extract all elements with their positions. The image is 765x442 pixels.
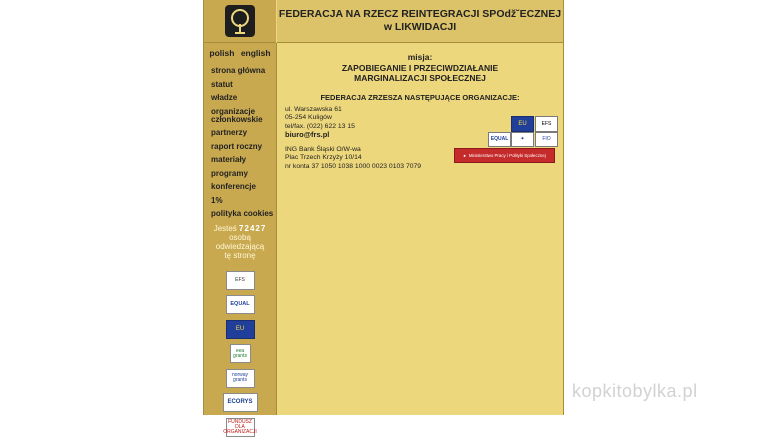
menu-item-home[interactable]: strona główna (211, 67, 276, 75)
sidebar-efs-logo[interactable]: EFS (226, 271, 255, 290)
menu-item-authorities[interactable]: władze (211, 94, 276, 102)
visit-counter (204, 224, 276, 260)
federation-heading: FEDERACJA ZRZESZA NASTĘPUJĄCE ORGANIZACJE: (277, 93, 563, 102)
sidebar-eu-flag-logo[interactable]: EU (226, 320, 255, 339)
sidebar-eea-grants-logo[interactable]: eea grants (230, 344, 251, 363)
page-title-line1: FEDERACJA NA RZECZ REINTEGRACJI SPOdž˘ECZNEJ (279, 8, 561, 21)
contact-phone: tel/fax. (022) 622 13 15 (285, 123, 421, 131)
menu-item-one-percent[interactable]: 1% (211, 197, 276, 205)
contact-city: 05-254 Kuligów (285, 114, 421, 122)
contact-block (285, 106, 421, 171)
contact-street: ul. Warszawska 61 (285, 106, 421, 114)
page-title-line2: w LIKWIDACJI (279, 21, 561, 34)
sidebar (204, 43, 277, 415)
ministry-logo[interactable] (454, 148, 555, 163)
language-switcher (204, 48, 276, 58)
sidebar-equal-logo[interactable]: EQUAL (226, 295, 255, 314)
mission-label: misja: (277, 52, 563, 63)
sidebar-ecorys-logo[interactable]: ECORYS (223, 393, 258, 412)
counter-suffix-3: tę stronę (204, 251, 276, 260)
sidebar-logos (204, 271, 276, 442)
main-menu (211, 67, 276, 218)
menu-item-conferences[interactable]: konferencje (211, 183, 276, 191)
language-polish-link[interactable]: polish (209, 48, 234, 58)
page-frame (203, 0, 564, 415)
eu-flag-logo[interactable]: EU (511, 116, 534, 132)
contact-account: nr konta 37 1050 1038 1000 0023 0103 7079 (285, 163, 421, 171)
contact-bank: ING Bank Śląski O/W-wa (285, 146, 421, 154)
contact-bank-address: Plac Trzech Krzyży 10/14 (285, 154, 421, 162)
menu-item-statute[interactable]: statut (211, 81, 276, 89)
menu-item-materials[interactable]: materiały (211, 156, 276, 164)
mission-line1: ZAPOBIEGANIE I PRZECIWDZIAŁANIE (277, 63, 563, 74)
federation-logo-icon[interactable] (224, 4, 256, 38)
menu-item-programs[interactable]: programy (211, 170, 276, 178)
counter-prefix: Jesteś (214, 224, 237, 233)
counter-suffix-1: osobą (204, 233, 276, 242)
contact-email-link[interactable]: biuro@frs.pl (285, 131, 421, 139)
language-english-link[interactable]: english (241, 48, 271, 58)
eagle-icon: ● (463, 153, 466, 158)
ministry-label: Ministerstwo Pracy i Polityki Społecznej (469, 153, 546, 158)
sidebar-fund-logo[interactable]: FUNDUSZ DLA ORGANIZACJI (226, 418, 255, 437)
mission-block (277, 52, 563, 84)
main-content (277, 43, 563, 415)
equal-logo[interactable]: EQUAL (488, 132, 511, 147)
partner-star-logo[interactable]: ✦ (511, 132, 534, 147)
sidebar-norway-grants-logo[interactable]: norway grants (226, 369, 255, 388)
menu-item-member-organizations[interactable]: organizacje członkowskie (211, 108, 276, 124)
logo-cell (204, 0, 276, 43)
fio-logo[interactable]: FIO (535, 132, 558, 147)
watermark: kopkitobylka.pl (572, 381, 698, 402)
mission-line2: MARGINALIZACJI SPOŁECZNEJ (277, 73, 563, 84)
menu-item-annual-report[interactable]: raport roczny (211, 143, 276, 151)
efs-logo[interactable]: EFS (535, 116, 558, 132)
page-title (277, 0, 563, 43)
counter-suffix-2: odwiedzającą (204, 242, 276, 251)
menu-item-cookie-policy[interactable]: polityka cookies (211, 210, 276, 218)
menu-item-partners[interactable]: partnerzy (211, 129, 276, 137)
counter-digits: 72427 (239, 224, 266, 233)
